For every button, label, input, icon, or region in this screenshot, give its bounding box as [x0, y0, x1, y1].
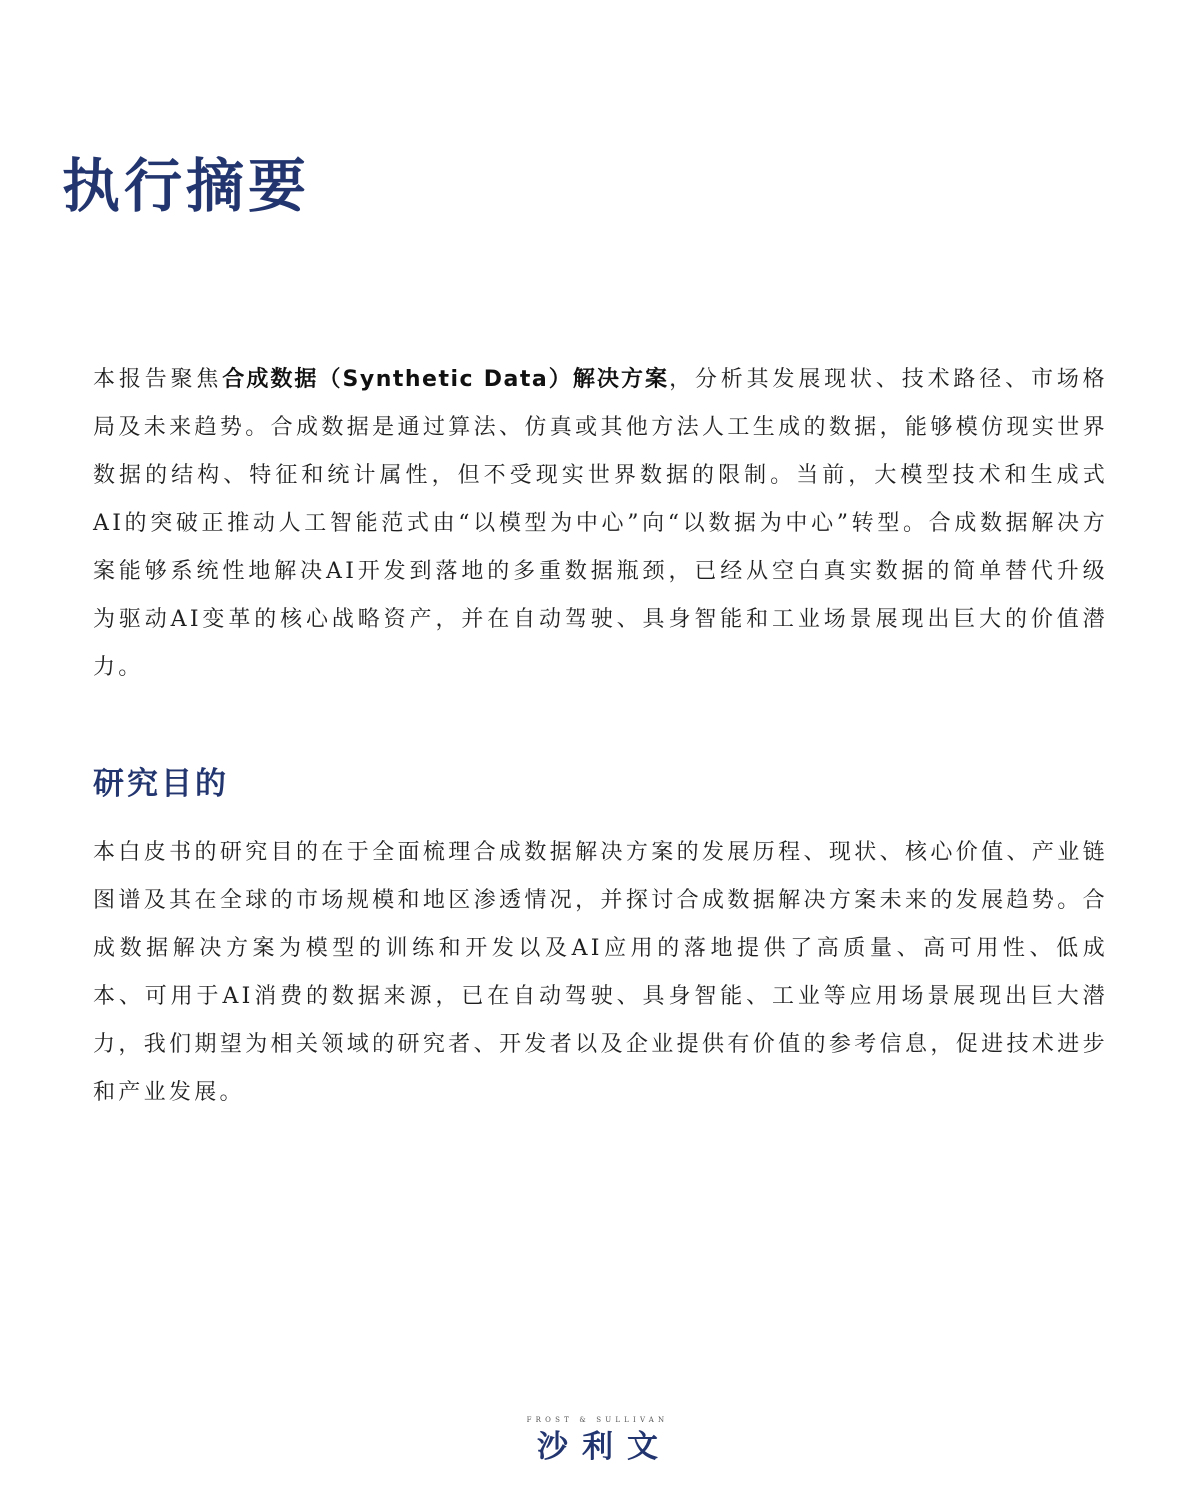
summary-body: ，分析其发展现状、技术路径、市场格局及未来趋势。合成数据是通过算法、仿真或其他方法人工生成的数据，能够模仿现实世界数据的结构、特征和统计属性，但不受现实世界数据的限制。当前，大模型技术和生成式AI的突破正推动人工智能范式由“以模型为中心”向“以数据为中心”转型。合成数据解决方案能够系统性地解决AI开发到落地的多重数据瓶颈，已经从空白真实数据的简单替代升级为驱动AI变革的核心战略资产，并在自动驾驶、具身智能和工业场景展现出巨大的价值潜力。: [93, 367, 1108, 680]
summary-highlight: 合成数据（Synthetic Data）解决方案: [222, 367, 670, 392]
frost-sullivan-logo: [505, 1415, 690, 1467]
section-heading-purpose: 研究目的: [93, 766, 229, 802]
logo-english-text: FROST & SULLIVAN: [526, 1416, 669, 1424]
summary-lead: 本报告聚焦: [93, 367, 223, 392]
logo-chinese-text: 沙利文: [537, 1429, 672, 1465]
summary-paragraph: [93, 356, 1108, 692]
purpose-paragraph: 本白皮书的研究目的在于全面梳理合成数据解决方案的发展历程、现状、核心价值、产业链图谱及其在全球的市场规模和地区渗透情况，并探讨合成数据解决方案未来的发展趋势。合成数据解决方案为模型的训练和开发以及AI应用的落地提供了高质量、高可用性、低成本、可用于AI消费的数据来源，已在自动驾驶、具身智能、工业等应用场景展现出巨大潜力，我们期望为相关领域的研究者、开发者以及企业提供有价值的参考信息，促进技术进步和产业发展。: [93, 840, 1108, 1105]
page-title: 执行摘要: [62, 152, 311, 220]
